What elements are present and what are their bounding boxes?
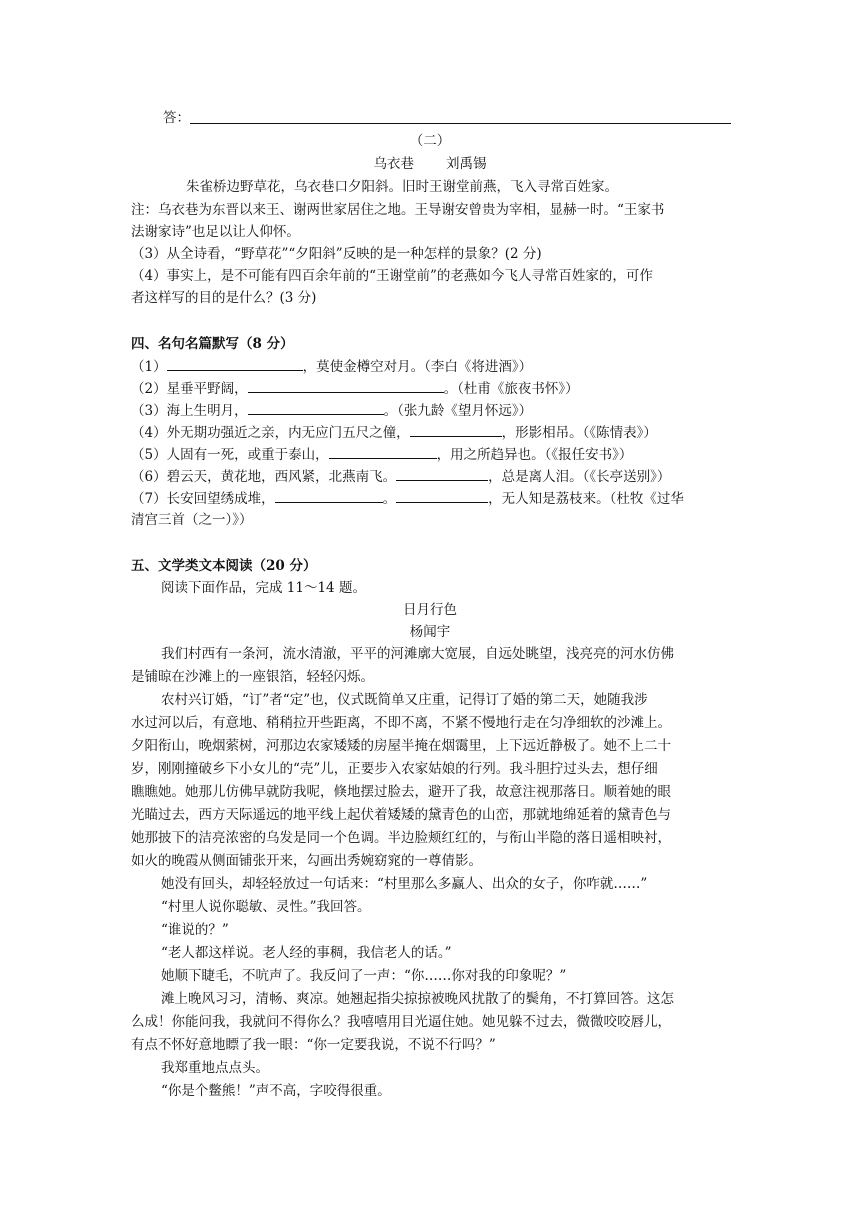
story-line: 是铺晾在沙滩上的一座银箔，轻轻闪烁。 <box>131 669 374 685</box>
story-line: “老人都这样说。老人经的事稠，我信老人的话。” <box>161 945 452 961</box>
fill-item-5: （5）人固有一死，或重于泰山， ，用之所趋异也。（《报任安书》） <box>131 444 632 465</box>
fill-blank[interactable] <box>396 466 488 481</box>
story-line: “村里人说你聪敏、灵性。”我回答。 <box>161 899 371 915</box>
story-line: 如火的晚霞从侧面铺张开来，勾画出秀婉窈窕的一尊倩影。 <box>131 853 482 869</box>
section5-intro: 阅读下面作品，完成 11～14 题。 <box>161 580 366 596</box>
fill-blank[interactable] <box>248 400 384 415</box>
story-line: 瞧瞧她。她那儿仿佛早就防我呢，倏地摆过脸去，避开了我，故意注视那落日。顺着她的眼 <box>131 784 671 800</box>
story-line: 我们村西有一条河，流水清澈，平平的河滩廓大宽展，自远处眺望，浅亮亮的河水仿佛 <box>161 646 674 662</box>
story-author: 杨闻宇 <box>409 624 451 640</box>
poem-text: 朱雀桥边野草花，乌衣巷口夕阳斜。旧时王谢堂前燕，飞入寻常百姓家。 <box>186 179 618 195</box>
fill-blank[interactable] <box>396 488 488 503</box>
story-line: 她顺下睫毛，不吭声了。我反问了一声：“你……你对我的印象呢？” <box>161 968 567 984</box>
fill-item-7: （7）长安回望绣成堆， 。 ，无人知是荔枝来。（杜牧《过华 <box>131 488 684 509</box>
answer-row[interactable] <box>163 108 731 128</box>
fill-blank[interactable] <box>167 356 303 371</box>
story-line: 她那披下的洁亮浓密的乌发是同一个色调。半边脸颊红红的，与衔山半隐的落日遥相映衬， <box>131 830 671 846</box>
story-line: 夕阳衔山，晚烟萦树，河那边农家矮矮的房屋半掩在烟霭里，上下远近静极了。她不上二十 <box>131 738 671 754</box>
story-title: 日月行色 <box>403 602 457 618</box>
question-4-line2: 者这样写的目的是什么？(3 分) <box>131 290 317 306</box>
fill-item-2: （2）星垂平野阔， 。（杜甫《旅夜书怀》） <box>131 378 579 399</box>
fill-item-4: （4）外无期功强近之亲，内无应门五尺之僮， ，形影相吊。（《陈情表》） <box>131 422 657 443</box>
story-line: 有点不怀好意地瞟了我一眼：“你一定要我说，不说不行吗？” <box>131 1037 496 1053</box>
story-line: 水过河以后，有意地、稍稍拉开些距离，不即不离，不紧不慢地行走在匀净细软的沙滩上。 <box>131 715 671 731</box>
question-4-line1: （4）事实上，是不可能有四百余年前的“王谢堂前”的老燕如今飞人寻常百姓家的，可作 <box>131 268 653 284</box>
section5-heading: 五、文学类文本阅读（20 分） <box>131 558 317 574</box>
poem-title: 乌衣巷 <box>373 156 414 172</box>
poem-section-number: （二） <box>409 133 451 149</box>
poem-author: 刘禹锡 <box>446 156 487 172</box>
story-line: 滩上晚风习习，清畅、爽凉。她翘起指尖掠掠被晚风扰散了的鬓角，不打算回答。这怎 <box>161 991 674 1007</box>
story-line: “你是个鳖熊！”声不高，字咬得很重。 <box>161 1083 391 1099</box>
story-line: “谁说的？” <box>161 922 229 938</box>
fill-item-7-cont: 清宫三首（之一）》） <box>131 512 253 528</box>
section4-heading: 四、名句名篇默写（8 分） <box>131 336 294 352</box>
poem-heading <box>131 154 729 174</box>
answer-blank-line[interactable] <box>190 123 731 124</box>
fill-item-6: （6）碧云天，黄花地，西风紧，北燕南飞。 ，总是离人泪。（《长亭送别》） <box>131 466 670 487</box>
answer-label: 答： <box>163 110 190 126</box>
poem-note-line1: 注：乌衣巷为东晋以来王、谢两世家居住之地。王导谢安曾贵为宰相，显赫一时。“王家书 <box>131 202 665 218</box>
story-line: 我郑重地点点头。 <box>161 1060 269 1076</box>
question-3: （3）从全诗看，“野草花”“夕阳斜”反映的是一种怎样的景象？(2 分) <box>131 246 542 262</box>
story-line: 岁，刚刚撞破乡下小女儿的“壳”儿，正要步入农家姑娘的行列。我斗胆拧过头去，想仔细 <box>131 761 658 777</box>
story-line: 农村兴订婚，“订”者“定”也，仪式既简单又庄重，记得订了婚的第二天，她随我涉 <box>161 692 648 708</box>
fill-blank[interactable] <box>410 422 502 437</box>
poem-note-line2: 法谢家诗”也足以让人仰怀。 <box>131 224 300 240</box>
fill-blank[interactable] <box>248 378 444 393</box>
story-line: 她没有回头，却轻轻放过一句话来：“村里那么多赢人、出众的女子，你咋就……” <box>161 876 648 892</box>
fill-item-3: （3）海上生明月， 。（张九龄《望月怀远》） <box>131 400 532 421</box>
story-line: 么成！你能问我，我就问不得你么？我嘻嘻用目光逼住她。她见躲不过去，微微咬咬唇儿， <box>131 1014 671 1030</box>
fill-item-1: （1） ，莫使金樽空对月。（李白《将进酒》） <box>131 356 532 377</box>
story-line: 光瞄过去，西方天际遥远的地平线上起伏着矮矮的黛青色的山峦，那就地绵延着的黛青色与 <box>131 807 671 823</box>
fill-blank[interactable] <box>329 444 437 459</box>
fill-blank[interactable] <box>275 488 383 503</box>
